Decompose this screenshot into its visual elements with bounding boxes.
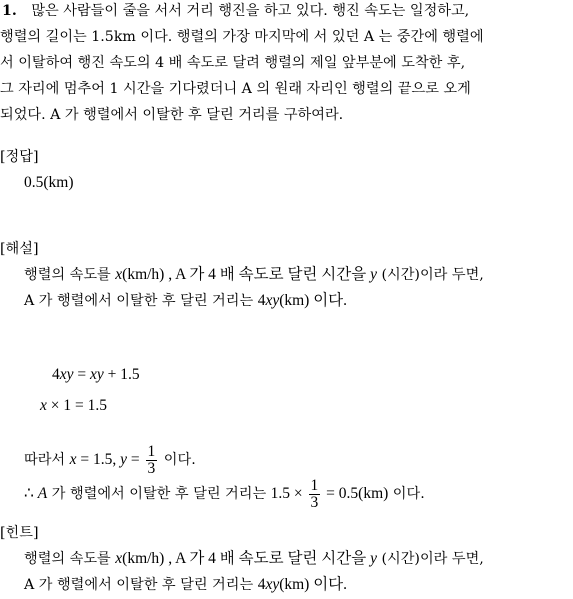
fraction-denominator: 3 xyxy=(147,459,156,477)
hint-text: A 가 행렬에서 이탈한 후 달린 거리는 xyxy=(24,577,258,593)
explanation-text: 행렬의 속도를 xyxy=(24,267,116,283)
fraction xyxy=(309,478,321,511)
hint-line-1 xyxy=(24,550,484,568)
hint-text: (시간)이라 두면, xyxy=(376,551,484,567)
problem-text: 많은 사람들이 줄을 서서 거리 행진을 하고 있다. 행진 속도는 일정하고, xyxy=(31,3,470,19)
eq-var: x xyxy=(40,397,47,414)
hint-text: 행렬의 속도를 xyxy=(24,551,116,567)
equation-2 xyxy=(40,397,107,415)
hint-text: (km) 이다. xyxy=(279,576,348,593)
problem-line-5: 되었다. A 가 행렬에서 이탈한 후 달린 거리를 구하여라. xyxy=(0,107,344,123)
fraction-numerator: 1 xyxy=(147,442,156,460)
equation-1 xyxy=(52,366,140,384)
problem-number: 1. xyxy=(2,3,17,19)
variable-a: A xyxy=(37,485,48,502)
problem-line-4: 그 자리에 멈추어 1 시간을 기다렸더니 A 의 원래 자리인 행렬의 끝으로 오게 xyxy=(0,81,471,97)
therefore-text: = 1.5, xyxy=(76,451,121,468)
variable-x: x xyxy=(69,451,77,468)
explanation-text: A 가 행렬에서 이탈한 후 달린 거리는 xyxy=(24,293,258,309)
expr-variable: xy xyxy=(265,292,280,309)
variable-y: y xyxy=(120,451,128,468)
variable-x: x xyxy=(115,550,123,567)
problem-line-1 xyxy=(2,2,469,20)
problem-line-3: 서 이탈하여 행진 속도의 4 배 속도로 달려 행렬의 제일 앞부분에 도착한 후, xyxy=(0,55,466,71)
answer-header: [정답] xyxy=(0,149,39,165)
explanation-line-2 xyxy=(24,292,347,310)
therefore-symbol: ∴ xyxy=(24,485,38,502)
conclusion-text: 이다. xyxy=(388,486,425,502)
explanation-text: (시간)이라 두면, xyxy=(376,267,484,283)
conclusion-line xyxy=(24,474,425,514)
explanation-text: (km) 이다. xyxy=(279,292,348,309)
conclusion-text: 가 행렬에서 이탈한 후 달린 거리는 xyxy=(47,486,271,502)
explanation-line-1 xyxy=(24,266,484,284)
expr-variable: xy xyxy=(265,576,280,593)
therefore-text: = xyxy=(127,451,144,468)
explanation-text: (km/h) , A 가 4 배 속도로 달린 시간을 xyxy=(122,266,371,283)
eq-var: xy xyxy=(90,366,104,383)
fraction-denominator: 3 xyxy=(310,493,319,511)
conclusion-calc: 1.5 × xyxy=(270,485,307,502)
expr-coefficient: 4 xyxy=(257,292,266,309)
fraction xyxy=(146,444,158,477)
answer-value: 0.5(km) xyxy=(24,174,74,191)
therefore-text: 이다. xyxy=(159,452,196,468)
eq-rest: + 1.5 xyxy=(103,366,140,383)
hint-text: (km/h) , A 가 4 배 속도로 달린 시간을 xyxy=(122,550,371,567)
eq-rest: × 1 = 1.5 xyxy=(46,397,107,414)
variable-x: x xyxy=(115,266,123,283)
expr-coefficient: 4 xyxy=(257,576,266,593)
therefore-text: 따라서 xyxy=(24,452,70,468)
conclusion-result: = 0.5(km) xyxy=(322,485,389,502)
hint-header: [힌트] xyxy=(0,525,39,541)
eq-var: xy xyxy=(59,366,74,383)
variable-y: y xyxy=(370,550,377,567)
eq-op: = xyxy=(73,366,91,383)
hint-line-2 xyxy=(24,576,347,594)
explanation-header: [해설] xyxy=(0,241,39,257)
variable-y: y xyxy=(370,266,377,283)
problem-line-2: 행렬의 길이는 1.5km 이다. 행렬의 가장 마지막에 서 있던 A 는 중간에 행렬에 xyxy=(0,29,484,45)
eq-coef: 4 xyxy=(52,366,60,383)
fraction-numerator: 1 xyxy=(310,476,319,494)
